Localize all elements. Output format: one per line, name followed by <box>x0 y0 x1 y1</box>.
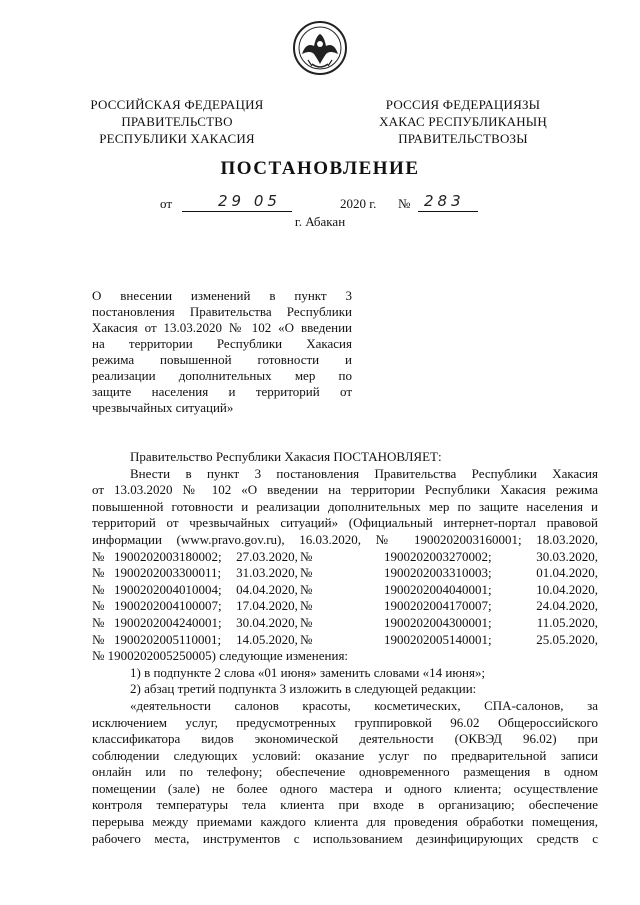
coat-of-arms-icon <box>292 20 348 76</box>
registry-cell: № <box>92 598 105 614</box>
registry-cell: 1900202005110001; <box>114 631 222 647</box>
registry-row <box>92 582 598 599</box>
number-handwritten: 283 <box>424 192 465 210</box>
quote-line: контроля температуры тела клиента при входе в организацию; обеспечение <box>92 797 598 813</box>
date-blank <box>182 192 292 212</box>
registry-cell: 1900202004040001; <box>384 581 492 597</box>
registry-row <box>92 565 598 582</box>
registry-cell: 14.05.2020, <box>236 631 298 647</box>
registry-cell: № <box>300 631 313 647</box>
header-left-russian <box>72 96 282 147</box>
registry-cell: 1900202004010004; <box>114 581 222 597</box>
registry-row <box>92 615 598 632</box>
document-body <box>92 449 598 847</box>
change-item-1: 1) в подпункте 2 слова «01 июня» заменить словами «14 июня»; <box>130 664 486 680</box>
registry-cell: 30.04.2020, <box>236 614 298 630</box>
header-left-line: РОССИЙСКАЯ ФЕДЕРАЦИЯ <box>90 97 264 112</box>
registry-cell: 11.05.2020, <box>536 614 598 630</box>
registry-cell: 1900202003180002; <box>114 548 222 564</box>
registry-cell: 10.04.2020, <box>536 581 598 597</box>
header-left-line: ПРАВИТЕЛЬСТВО <box>121 114 233 129</box>
registry-cell: 1900202004300001; <box>384 614 492 630</box>
registry-cell: 1900202004170007; <box>384 598 492 614</box>
registry-cell: 24.04.2020, <box>536 598 598 614</box>
registry-cell: 1900202004100007; <box>114 598 222 614</box>
quote-line: рабочего места, инструментов с использованием дезинфицирующих средств с <box>92 830 598 846</box>
number-blank <box>418 192 478 212</box>
header-right-line: РОССИЯ ФЕДЕРАЦИЯЗЫ <box>385 97 541 112</box>
registry-cell: № <box>92 548 105 564</box>
registry-cell: 31.03.2020, <box>236 565 298 581</box>
registry-cell: № <box>92 614 105 630</box>
registry-cell: 04.04.2020, <box>236 581 298 597</box>
paragraph-line: повышенной готовности и реализации дополнительных мер по защите населения и <box>92 498 598 514</box>
registry-cell: 30.03.2020, <box>536 548 598 564</box>
quote-line: соблюдении следующих условий: оказание услуг по предварительной записи <box>92 747 598 763</box>
registry-row <box>92 598 598 615</box>
subject-block <box>92 288 352 416</box>
quote-line: исключением услуг, предусмотренных группировкой 96.02 Общероссийского <box>92 714 598 730</box>
quote-line: «деятельности салонов красоты, косметических, СПА-салонов, за <box>130 697 598 713</box>
registry-cell: 01.04.2020, <box>536 565 598 581</box>
subject-line: Хакасия от 13.03.2020 № 102 «О введении <box>92 320 352 335</box>
change-item-2: 2) абзац третий подпункта 3 изложить в следующей редакции: <box>130 681 477 697</box>
registry-cell: № <box>92 565 105 581</box>
subject-line: режима повышенной готовности и <box>92 352 352 367</box>
paragraph-line: информации (www.pravo.gov.ru), 16.03.2020, № 1900202003160001; 18.03.2020, <box>92 531 598 547</box>
registry-cell: 1900202004240001; <box>114 614 222 630</box>
paragraph-line: территорий от чрезвычайных ситуаций» (Официальный интернет-портал правовой <box>92 515 598 531</box>
registry-cell: № <box>92 581 105 597</box>
header-right-line: ХАКАС РЕСПУБЛИКАНЫҢ <box>379 114 547 129</box>
number-prefix: № <box>398 196 411 211</box>
registry-cell: № <box>300 565 313 581</box>
registry-cell: 1900202005140001; <box>384 631 492 647</box>
registry-cell: 27.03.2020, <box>236 548 298 564</box>
subject-line: реализации дополнительных мер по <box>92 368 352 383</box>
registry-cell: 1900202003300011; <box>114 565 222 581</box>
registry-cell: № <box>300 598 313 614</box>
quote-line: онлайн или по телефону; обеспечение одновременного размещения в одном <box>92 764 598 780</box>
header-left-line: РЕСПУБЛИКИ ХАКАСИЯ <box>99 131 255 146</box>
header-right-khakas <box>358 96 568 147</box>
subject-line: чрезвычайных ситуаций» <box>92 400 234 415</box>
date-handwritten: 29 05 <box>218 192 281 210</box>
registry-cell: 25.05.2020, <box>536 631 598 647</box>
registry-cell: 1900202003270002; <box>384 548 492 564</box>
date-number-line <box>160 192 490 214</box>
registry-cell: № <box>300 548 313 564</box>
subject-line: защите населения и территорий от <box>92 384 352 399</box>
header-right-line: ПРАВИТЕЛЬСТВОЗЫ <box>398 131 528 146</box>
subject-line: О внесении изменений в пункт 3 <box>92 288 352 303</box>
registry-list <box>92 549 598 649</box>
registry-cell: № <box>92 631 105 647</box>
registry-end: № 1900202005250005) следующие изменения: <box>92 648 349 664</box>
resolution-intro: Правительство Республики Хакасия ПОСТАНОВЛЯЕТ: <box>130 449 442 464</box>
registry-row <box>92 549 598 566</box>
subject-line: на территории Республики Хакасия <box>92 336 352 351</box>
registry-cell: № <box>300 581 313 597</box>
city-label: г. Абакан <box>294 214 346 229</box>
subject-line: постановления Правительства Республики <box>92 304 352 319</box>
document-title: ПОСТАНОВЛЕНИЕ <box>220 158 420 179</box>
quote-line: помещении (зале) не более одного мастера и одного клиента; осуществление <box>92 780 598 796</box>
year-label: 2020 г. <box>340 196 377 211</box>
quote-line: классификатора видов экономической деятельности (ОКВЭД 96.02) при <box>92 731 598 747</box>
registry-cell: № <box>300 614 313 630</box>
registry-cell: 1900202003310003; <box>384 565 492 581</box>
registry-row <box>92 632 598 649</box>
paragraph-line: Внести в пункт 3 постановления Правительства Республики Хакасия <box>130 465 598 481</box>
registry-cell: 17.04.2020, <box>236 598 298 614</box>
paragraph-line: от 13.03.2020 № 102 «О введении на территории Республики Хакасия режима <box>92 482 598 498</box>
quote-line: перерыва между приемами каждого клиента для проведения обработки помещения, <box>92 814 598 830</box>
date-prefix: от <box>160 196 173 211</box>
